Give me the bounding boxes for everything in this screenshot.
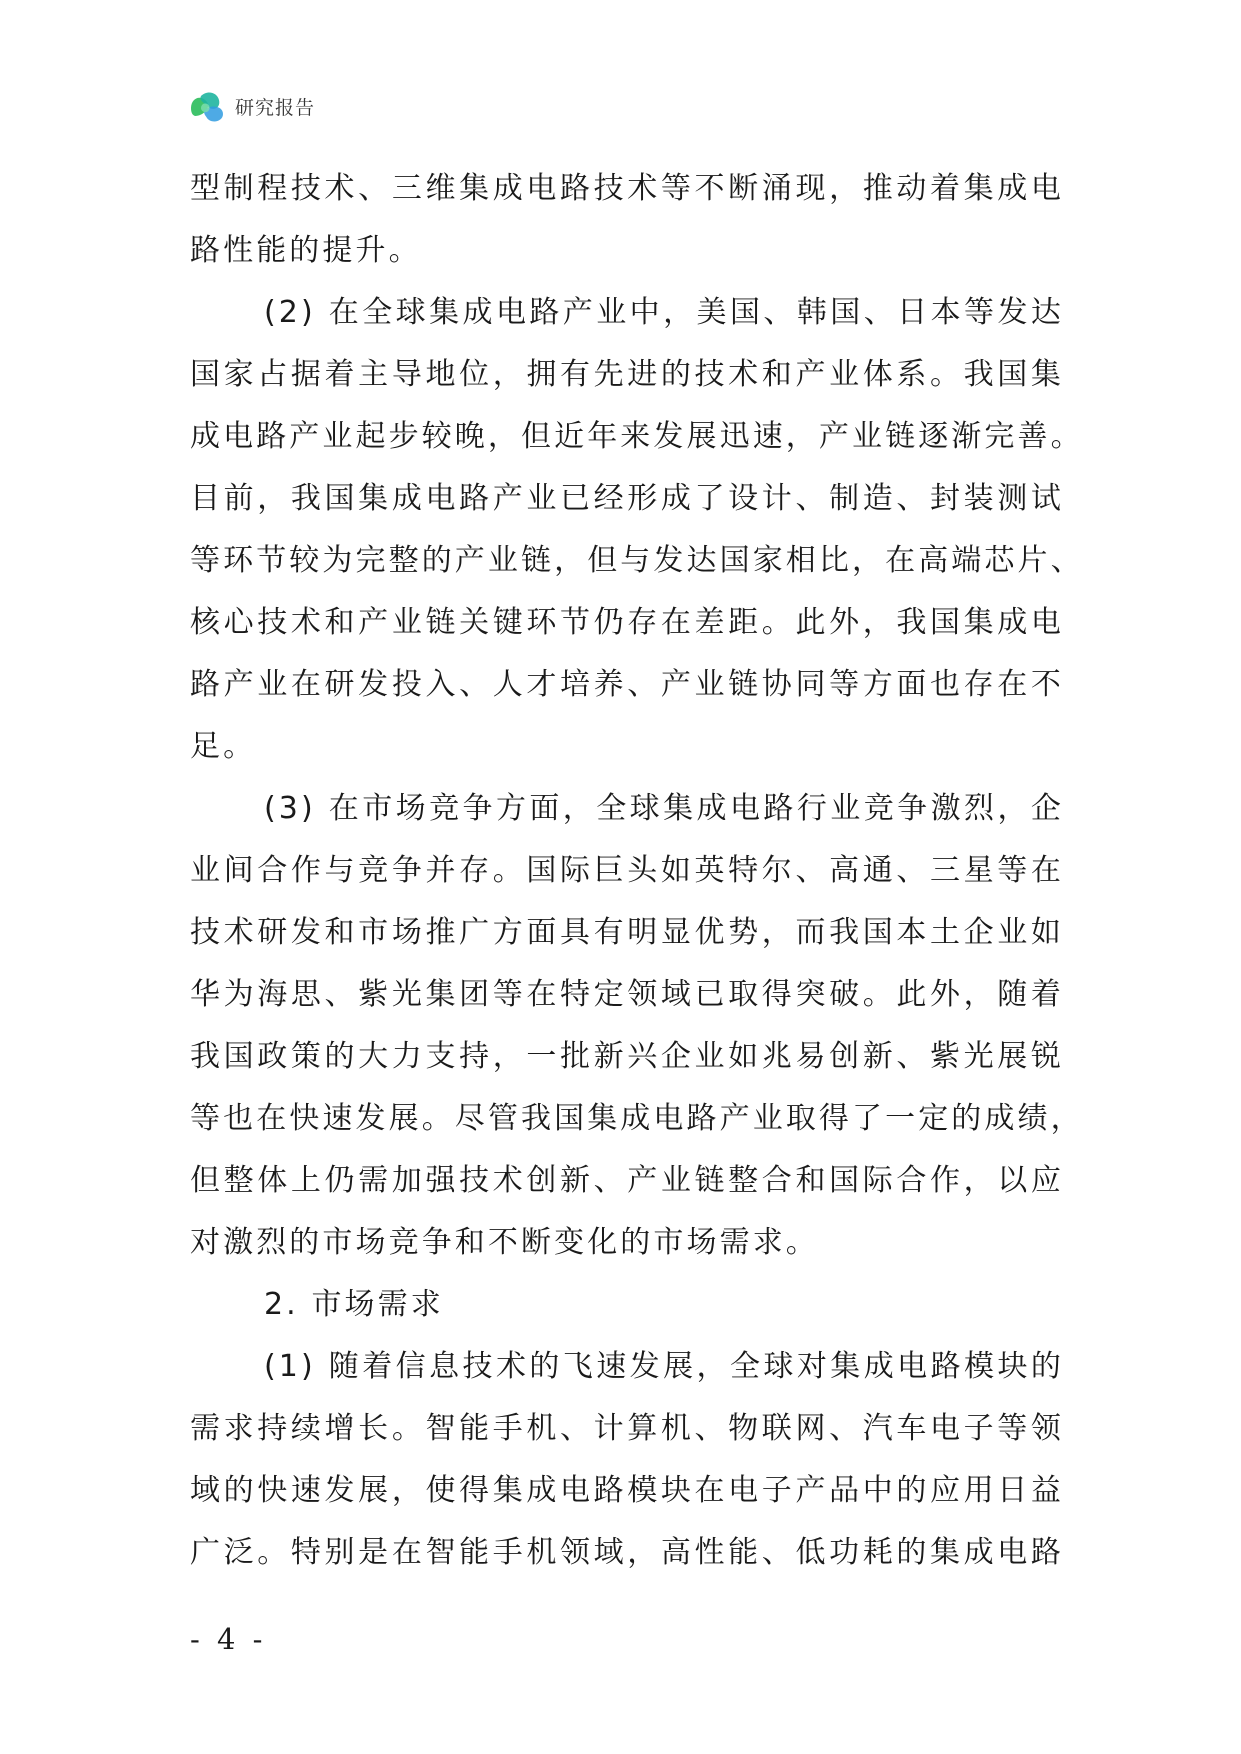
text-line: 型制程技术、三维集成电路技术等不断涌现，推动着集成电 [190, 171, 1064, 206]
text-line: 对激烈的市场竞争和不断变化的市场需求。 [190, 1225, 819, 1260]
text-line: (1) 随着信息技术的飞速发展，全球对集成电路模块的 [264, 1349, 1064, 1384]
text-line: 等环节较为完整的产业链，但与发达国家相比，在高端芯片、 [190, 543, 1084, 578]
text-line: 业间合作与竞争并存。国际巨头如英特尔、高通、三星等在 [190, 853, 1064, 888]
section-heading: 2. 市场需求 [264, 1287, 444, 1322]
text-line: 目前，我国集成电路产业已经形成了设计、制造、封装测试 [190, 481, 1064, 516]
text-line: (3) 在市场竞争方面，全球集成电路行业竞争激烈，企 [264, 791, 1064, 826]
text-line: 国家占据着主导地位，拥有先进的技术和产业体系。我国集 [190, 357, 1064, 392]
text-line: 技术研发和市场推广方面具有明显优势，而我国本土企业如 [190, 915, 1064, 950]
text-line: 需求持续增长。智能手机、计算机、物联网、汽车电子等领 [190, 1411, 1064, 1446]
text-line: 成电路产业起步较晚，但近年来发展迅速，产业链逐渐完善。 [190, 419, 1084, 454]
text-line: 足。 [190, 729, 257, 764]
text-line: 华为海思、紫光集团等在特定领域已取得突破。此外，随着 [190, 977, 1064, 1012]
text-line: 广泛。特别是在智能手机领域，高性能、低功耗的集成电路 [190, 1535, 1064, 1570]
text-line: 我国政策的大力支持，一批新兴企业如兆易创新、紫光展锐 [190, 1039, 1064, 1074]
page-header [187, 86, 315, 126]
logo-icon [187, 86, 227, 126]
text-line: 域的快速发展，使得集成电路模块在电子产品中的应用日益 [190, 1473, 1064, 1508]
header-title: 研究报告 [235, 96, 316, 119]
text-line: 路产业在研发投入、人才培养、产业链协同等方面也存在不 [190, 667, 1064, 702]
text-line: (2) 在全球集成电路产业中，美国、韩国、日本等发达 [264, 295, 1064, 330]
text-line: 核心技术和产业链关键环节仍存在差距。此外，我国集成电 [190, 605, 1064, 640]
page-number: - 4 - [190, 1622, 267, 1656]
text-line: 等也在快速发展。尽管我国集成电路产业取得了一定的成绩， [190, 1101, 1084, 1136]
text-line: 但整体上仍需加强技术创新、产业链整合和国际合作，以应 [190, 1163, 1064, 1198]
document-body [190, 158, 1084, 1584]
text-line: 路性能的提升。 [190, 233, 422, 268]
